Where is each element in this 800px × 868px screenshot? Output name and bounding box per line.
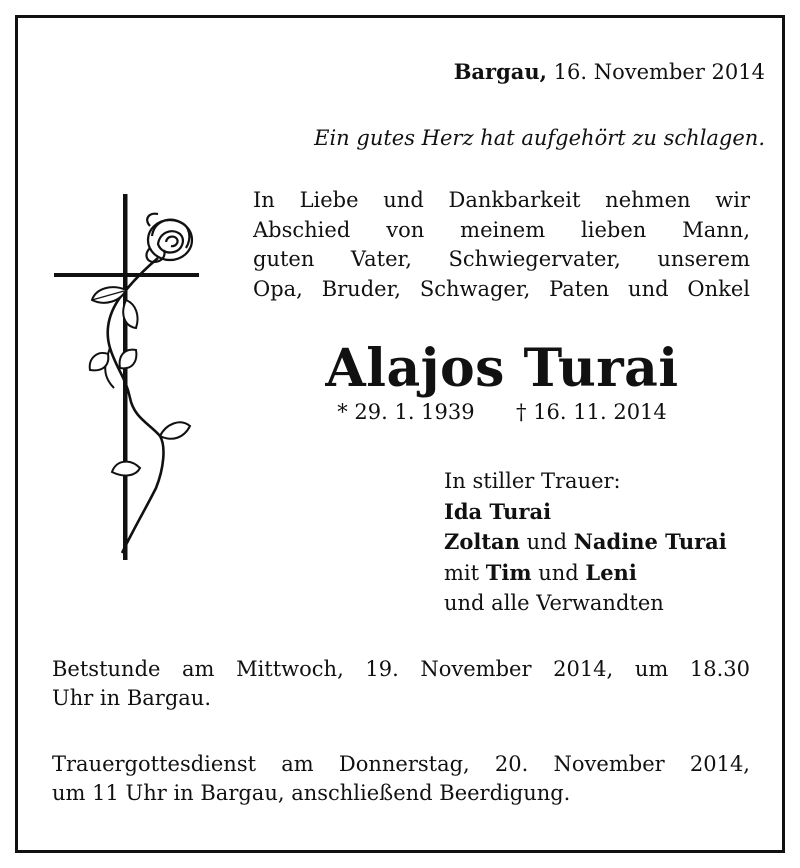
death-date: 16. 11. 2014	[533, 400, 667, 424]
mourner-line	[444, 527, 727, 558]
motto: Ein gutes Herz hat aufgehört zu schlagen.	[314, 126, 765, 150]
place-name: Bargau,	[453, 59, 547, 84]
intro-line: Abschied von meinem lieben Mann,	[253, 217, 750, 242]
mourner-name: Zoltan	[444, 529, 520, 554]
intro-line: In Liebe und Dankbarkeit nehmen wir	[253, 188, 750, 212]
mourner-line: und alle Verwandten	[444, 591, 664, 615]
mourners-heading: In stiller Trauer:	[444, 469, 621, 493]
prefix: mit	[444, 560, 486, 585]
notice-line: Trauergottesdienst am Donnerstag, 20. November 2014,	[52, 752, 750, 776]
mourner-name: Ida Turai	[444, 498, 552, 524]
obituary-date: 16. November 2014	[553, 60, 765, 84]
mourners-block	[444, 466, 727, 619]
notice-line: Betstunde am Mittwoch, 19. November 2014, um 18.30	[52, 657, 750, 681]
born-symbol: *	[337, 400, 348, 424]
notice-line: um 11 Uhr in Bargau, anschließend Beerdigung.	[52, 781, 571, 805]
rose-leaves-icon	[90, 287, 190, 475]
cross-horizontal-beam	[54, 273, 199, 277]
intro-line: Opa, Bruder, Schwager, Paten und Onkel	[253, 276, 750, 301]
mourner-name: Leni	[585, 559, 637, 585]
died-symbol: †	[516, 400, 527, 424]
deceased-name: Alajos Turai	[325, 338, 679, 399]
notice-line: Uhr in Bargau.	[52, 686, 212, 710]
mourner-line	[444, 558, 727, 589]
birth-date: 29. 1. 1939	[354, 400, 475, 424]
intro-text	[253, 186, 750, 304]
date-line	[454, 59, 765, 84]
conjunction: und	[519, 530, 574, 554]
prayer-service-notice	[52, 655, 750, 713]
rose-stem	[108, 258, 164, 553]
life-dates	[252, 400, 752, 424]
mourner-name: Tim	[485, 559, 532, 585]
mourner-line	[444, 497, 727, 528]
rose-bloom-icon	[147, 214, 192, 262]
cross-with-rose-icon	[40, 178, 220, 568]
funeral-service-notice	[52, 750, 750, 808]
mourner-name: Nadine Turai	[573, 529, 727, 554]
intro-line: guten Vater, Schwiegervater, unserem	[253, 247, 750, 271]
conjunction: und	[531, 560, 586, 585]
